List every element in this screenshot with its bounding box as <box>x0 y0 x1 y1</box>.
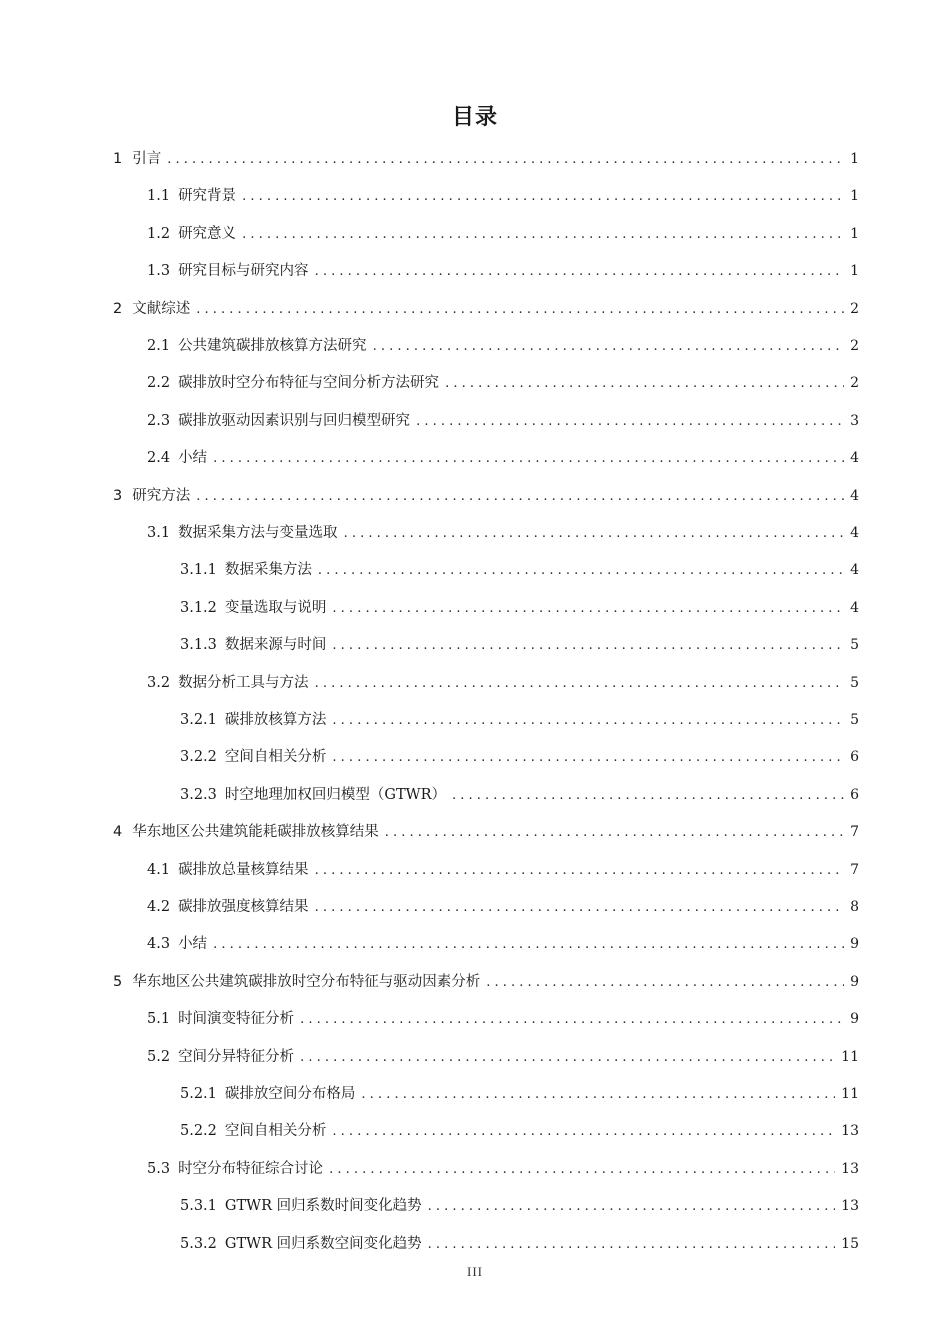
dot-leader <box>332 747 844 769</box>
page-number: III <box>467 1264 483 1279</box>
toc-entry-number: 5.2 <box>147 1048 171 1065</box>
toc-entry-page: 9 <box>850 1011 859 1028</box>
toc-entry-page: 1 <box>850 188 859 205</box>
toc-entry-number: 1.1 <box>147 188 171 205</box>
toc-entry-page: 4 <box>850 450 859 467</box>
toc-entry[interactable] <box>147 372 859 394</box>
dot-leader <box>196 486 844 508</box>
toc-title: 目录 <box>451 105 498 130</box>
toc-entry[interactable] <box>147 223 859 245</box>
toc-entry-number: 5.2.2 <box>180 1123 217 1140</box>
dot-leader <box>242 186 844 208</box>
toc-entry[interactable] <box>147 335 859 357</box>
toc-entry-page: 3 <box>850 412 859 429</box>
toc-entry-page: 7 <box>850 824 859 841</box>
toc-entry[interactable] <box>180 709 859 731</box>
toc-entry[interactable] <box>147 896 859 918</box>
toc-entry-number: 2.3 <box>147 412 171 429</box>
toc-entry-page: 5 <box>850 674 859 691</box>
toc-entry-page: 4 <box>850 562 859 579</box>
toc-entry-page: 6 <box>850 786 859 803</box>
dot-leader <box>445 373 844 395</box>
dot-leader <box>332 635 844 657</box>
toc-entry-number: 1 <box>113 151 123 167</box>
toc-entry-title: 文献综述 <box>132 300 191 317</box>
toc-entry[interactable] <box>180 634 859 656</box>
toc-entry[interactable] <box>180 1083 859 1105</box>
toc-entry[interactable] <box>180 1120 859 1142</box>
toc-entry-number: 2.4 <box>147 450 171 467</box>
dot-leader <box>361 1084 835 1106</box>
toc-entry[interactable] <box>180 784 859 806</box>
toc-entry-title: GTWR 回归系数时间变化趋势 <box>224 1198 422 1215</box>
toc-entry-page: 11 <box>841 1048 859 1065</box>
toc-entry[interactable] <box>180 597 859 619</box>
toc-entry[interactable] <box>147 1008 859 1030</box>
toc-entry-title: 碳排放强度核算结果 <box>178 899 309 915</box>
dot-leader <box>315 673 845 695</box>
toc-entry-number: 3.2 <box>147 674 171 691</box>
toc-entry-number: 2.1 <box>147 338 171 354</box>
dot-leader <box>315 261 845 283</box>
toc-entry-number: 2.2 <box>147 375 171 392</box>
dot-leader <box>300 1009 844 1031</box>
toc-entry[interactable] <box>180 559 859 581</box>
dot-leader <box>344 523 845 545</box>
toc-entry-number: 3.2.3 <box>180 786 217 803</box>
dot-leader <box>428 1196 836 1218</box>
dot-leader <box>332 710 844 732</box>
toc-entry-title: 碳排放核算方法 <box>224 712 327 728</box>
toc-entry[interactable] <box>147 672 859 694</box>
toc-entry-number: 4 <box>113 824 123 841</box>
toc-entry-title: 碳排放空间分布格局 <box>224 1086 356 1102</box>
toc-entry-page: 2 <box>850 338 859 354</box>
toc-entry[interactable] <box>147 933 859 955</box>
toc-entry-title: 研究方法 <box>132 487 191 504</box>
toc-entry[interactable] <box>113 148 859 170</box>
dot-leader <box>452 785 844 807</box>
toc-entry[interactable] <box>113 298 859 320</box>
toc-entry-number: 3.2.2 <box>180 749 217 766</box>
toc-entry-title: 研究意义 <box>178 225 237 242</box>
dot-leader <box>486 972 844 994</box>
toc-entry-title: GTWR 回归系数空间变化趋势 <box>224 1235 422 1252</box>
dot-leader <box>300 1047 835 1069</box>
toc-entry-page: 8 <box>850 899 859 915</box>
toc-entry-page: 4 <box>850 525 859 541</box>
toc-entry-title: 空间自相关分析 <box>224 749 327 766</box>
dot-leader <box>315 897 845 919</box>
toc-entry-number: 3 <box>113 487 123 504</box>
toc-entry-number: 5.3.2 <box>180 1235 217 1252</box>
toc-entry-page: 9 <box>850 973 859 990</box>
toc-entry-page: 7 <box>850 861 859 878</box>
toc-entry-title: 变量选取与说明 <box>224 599 327 616</box>
toc-entry-title: 研究目标与研究内容 <box>178 263 309 280</box>
toc-entry-title: 研究背景 <box>178 188 237 205</box>
toc-entry-title: 公共建筑碳排放核算方法研究 <box>178 338 367 354</box>
toc-entry-number: 5.2.1 <box>180 1086 217 1102</box>
toc-entry-number: 1.2 <box>147 225 171 242</box>
dot-leader <box>196 299 844 321</box>
toc-entry[interactable] <box>147 1158 859 1180</box>
dot-leader <box>416 411 844 433</box>
toc-entry-number: 3.2.1 <box>180 712 217 728</box>
dot-leader <box>332 598 844 620</box>
toc-entry-page: 1 <box>850 225 859 242</box>
toc-entry[interactable] <box>113 821 859 843</box>
toc-entry-title: 小结 <box>178 936 208 953</box>
toc-entry-title: 华东地区公共建筑碳排放时空分布特征与驱动因素分析 <box>132 973 481 990</box>
toc-entry-page: 1 <box>850 263 859 280</box>
toc-entry[interactable] <box>113 485 859 507</box>
dot-leader <box>428 1234 836 1256</box>
dot-leader <box>373 336 845 358</box>
toc-entry-number: 3.1 <box>147 525 171 541</box>
toc-entry-page: 4 <box>850 487 859 504</box>
toc-entry-page: 2 <box>850 375 859 392</box>
toc-entry[interactable] <box>147 522 859 544</box>
toc-entry-page: 2 <box>850 300 859 317</box>
toc-entry[interactable] <box>180 1195 859 1217</box>
dot-leader <box>242 224 844 246</box>
toc-entry-title: 数据采集方法与变量选取 <box>178 525 338 541</box>
toc-entry-number: 2 <box>113 300 123 317</box>
dot-leader <box>167 149 844 171</box>
toc-entry-number: 5 <box>113 973 123 990</box>
toc-entry-page: 9 <box>850 936 859 953</box>
toc-entry-title: 空间自相关分析 <box>224 1123 327 1140</box>
dot-leader <box>213 448 844 470</box>
toc-entry-page: 15 <box>841 1235 859 1252</box>
toc-entry-page: 13 <box>841 1198 859 1215</box>
toc-entry[interactable] <box>147 859 859 881</box>
toc-entry-title: 数据分析工具与方法 <box>178 674 309 691</box>
dot-leader <box>213 934 844 956</box>
toc-entry[interactable] <box>180 1233 859 1255</box>
dot-leader <box>385 822 844 844</box>
toc-entry-title: 引言 <box>132 151 162 167</box>
toc-entry-title: 华东地区公共建筑能耗碳排放核算结果 <box>132 824 379 841</box>
toc-entry-title: 数据来源与时间 <box>224 637 327 654</box>
toc-entry-page: 4 <box>850 599 859 616</box>
toc-entry[interactable] <box>147 410 859 432</box>
toc-entry-number: 5.3.1 <box>180 1198 217 1215</box>
toc-entry-number: 3.1.1 <box>180 562 217 579</box>
toc-entry-page: 11 <box>841 1086 859 1102</box>
toc-entry-title: 小结 <box>178 450 208 467</box>
toc-entry-number: 4.1 <box>147 861 171 878</box>
toc-entry-number: 3.1.3 <box>180 637 217 654</box>
toc-entry[interactable] <box>180 746 859 768</box>
toc-entry-page: 6 <box>850 749 859 766</box>
toc-entry-title: 空间分异特征分析 <box>178 1048 295 1065</box>
toc-entry-page: 5 <box>850 712 859 728</box>
toc-entry-title: 时空分布特征综合讨论 <box>178 1160 324 1177</box>
toc-entry-page: 5 <box>850 637 859 654</box>
toc-entry[interactable] <box>147 185 859 207</box>
toc-entry-number: 1.3 <box>147 263 171 280</box>
toc-entry-page: 13 <box>841 1160 859 1177</box>
toc-entry-title: 时空地理加权回归模型（GTWR） <box>224 786 446 803</box>
toc-entry-number: 4.3 <box>147 936 171 953</box>
toc-entry-title: 数据采集方法 <box>224 562 312 579</box>
toc-entry[interactable] <box>147 260 859 282</box>
toc-entry-number: 5.1 <box>147 1011 171 1028</box>
toc-entry[interactable] <box>147 1046 859 1068</box>
toc-entry-title: 碳排放总量核算结果 <box>178 861 309 878</box>
toc-entry[interactable] <box>147 447 859 469</box>
toc-entry-number: 5.3 <box>147 1160 171 1177</box>
toc-entry-number: 4.2 <box>147 899 171 915</box>
dot-leader <box>329 1159 835 1181</box>
toc-entry-title: 碳排放驱动因素识别与回归模型研究 <box>178 412 411 429</box>
toc-entry[interactable] <box>113 971 859 993</box>
dot-leader <box>318 560 844 582</box>
toc-entry-title: 碳排放时空分布特征与空间分析方法研究 <box>178 375 440 392</box>
dot-leader <box>315 860 845 882</box>
dot-leader <box>332 1121 835 1143</box>
toc-entry-page: 1 <box>850 151 859 167</box>
toc-entry-page: 13 <box>841 1123 859 1140</box>
toc-entry-number: 3.1.2 <box>180 599 217 616</box>
toc-entry-title: 时间演变特征分析 <box>178 1011 295 1028</box>
